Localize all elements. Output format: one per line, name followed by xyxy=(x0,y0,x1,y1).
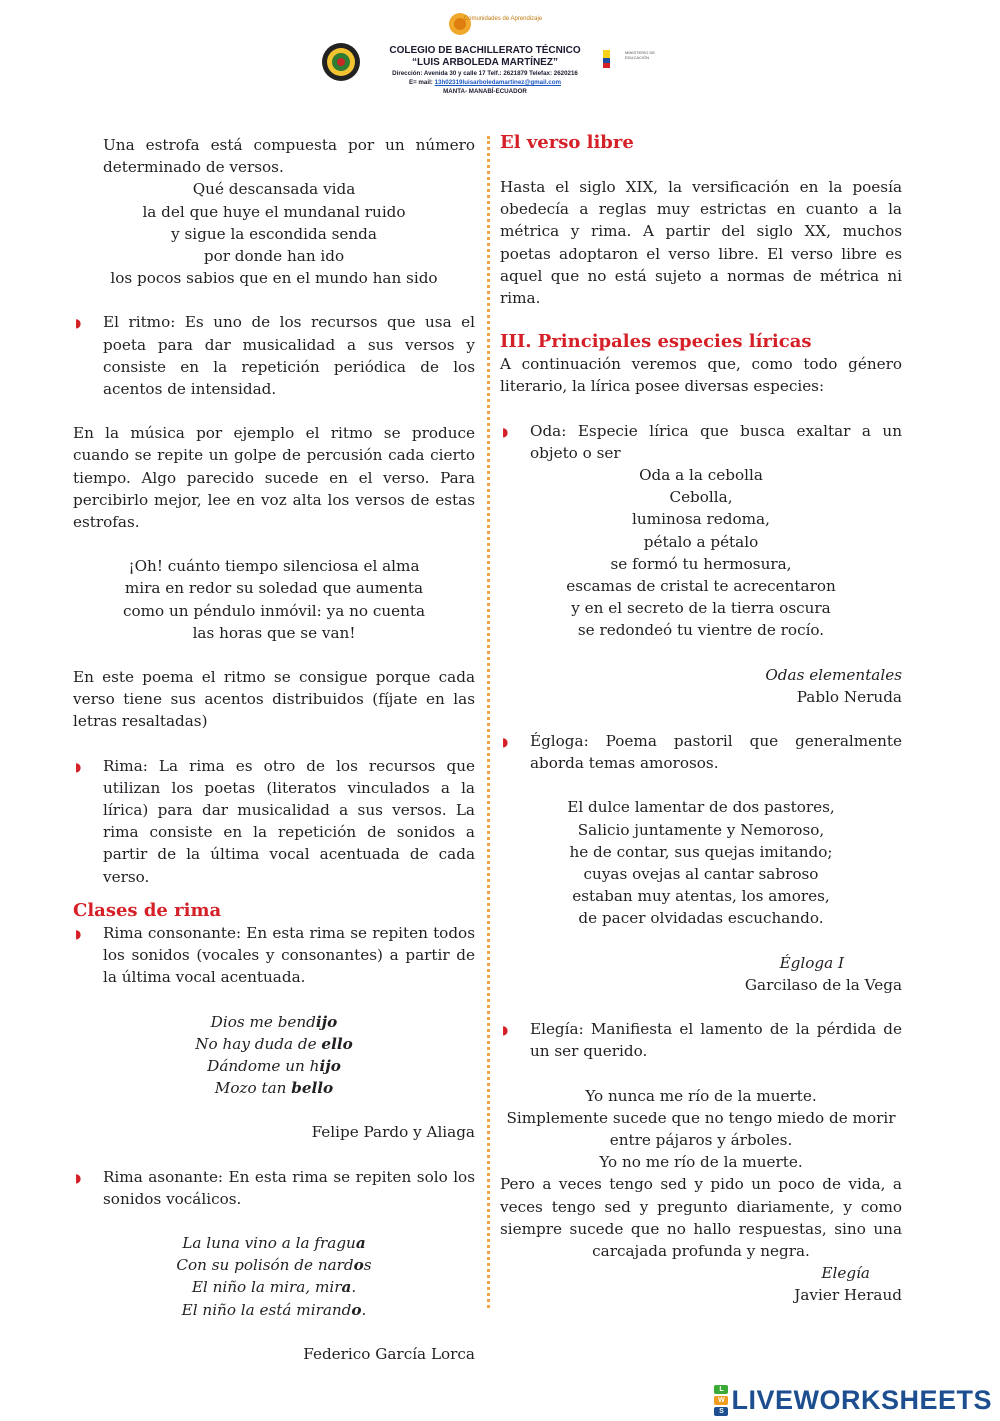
bullet-marker-icon: ◗ xyxy=(75,316,82,331)
consonante-bullet-item xyxy=(73,922,475,989)
poem-line: las horas que se van! xyxy=(192,623,356,642)
right-column xyxy=(500,132,902,1307)
clases-de-rima-heading: Clases de rima xyxy=(73,899,222,921)
poem-line: y en el secreto de la tierra oscura xyxy=(571,599,831,618)
brand-name: LIVEWORKSHEETS xyxy=(731,1385,992,1415)
poem-line: Con su polisón de nardos xyxy=(176,1256,372,1275)
consonante-text: Rima consonante: En esta rima se repiten todos los sonidos (vocales y consonantes) a partir de la última vocal acentuada. xyxy=(103,923,475,987)
liveworksheets-logo-icon xyxy=(714,1384,728,1417)
bullet-marker-icon: ◗ xyxy=(502,735,509,750)
column-divider xyxy=(487,136,490,1308)
school-gear-logo-icon xyxy=(321,42,361,82)
especies-intro: A continuación veremos que, como todo género literario, la lírica posee diversas especies: xyxy=(500,355,902,396)
egloga-poem xyxy=(500,796,902,929)
poem-3-author: Felipe Pardo y Aliaga xyxy=(311,1123,475,1142)
bullet-marker-icon: ◗ xyxy=(502,1023,509,1038)
liveworksheets-brand[interactable] xyxy=(714,1384,992,1417)
school-address: Dirección: Avenida 30 y calle 17 Telf.: 2621879 Telefax: 2620216 xyxy=(392,70,578,77)
brand-icon-letter: W xyxy=(714,1396,728,1405)
ministry-label: MINISTERIO DE EDUCACIÓN xyxy=(625,50,656,60)
poem-line: como un péndulo inmóvil: ya no cuenta xyxy=(122,601,426,620)
school-email-link[interactable]: 13h02319luisarboledamartinez@gmail.com xyxy=(434,79,562,86)
poem-3 xyxy=(73,1011,475,1100)
email-label: E= mail: xyxy=(408,79,433,86)
elegia-paragraph-1: Simplemente sucede que no tengo miedo de morir entre pájaros y árboles. xyxy=(506,1108,896,1149)
egloga-author: Garcilaso de la Vega xyxy=(744,975,902,994)
poem-1 xyxy=(73,178,475,289)
rima-text: Rima: La rima es otro de los recursos que utilizan los poetas (literatos vinculados a la lírica) para dar musicalidad a sus versos. La rima consiste en la repetición de sonidos a partir de la última vocal acentuada de cada verso. xyxy=(103,756,475,886)
elegia-author: Javier Heraud xyxy=(794,1286,902,1305)
poem-line: se formó tu hermosura, xyxy=(610,554,792,573)
estrofa-intro: Una estrofa está compuesta por un número determinado de versos. xyxy=(103,136,475,177)
rima-bullet-item xyxy=(73,755,475,888)
poem-line: pétalo a pétalo xyxy=(643,532,759,551)
poem-line: he de contar, sus quejas imitando; xyxy=(569,842,833,861)
poem-line: Dios me bendijo xyxy=(210,1012,338,1031)
poem-line: Dándome un hijo xyxy=(207,1056,341,1075)
poem-line: de pacer olvidadas escuchando. xyxy=(578,909,824,928)
ritmo-paragraph: En este poema el ritmo se consigue porque cada verso tiene sus acentos distribuidos (fíjate en las letras resaltadas) xyxy=(73,668,475,731)
poem-2 xyxy=(73,555,475,644)
poem-4 xyxy=(73,1232,475,1321)
especies-heading: III. Principales especies líricas xyxy=(500,331,812,353)
poem-line: Salicio juntamente y Nemoroso, xyxy=(577,820,825,839)
elegia-bullet-item xyxy=(500,1018,902,1062)
poem-line: La luna vino a la fragua xyxy=(182,1233,366,1252)
school-email-line xyxy=(373,78,597,87)
poem-line: Oda a la cebolla xyxy=(639,466,763,485)
poem-line: Qué descansada vida xyxy=(192,180,356,199)
ritmo-bullet-item xyxy=(73,311,475,400)
oda-bullet-item xyxy=(500,420,902,464)
community-label: Comunidades de Aprendizaje xyxy=(463,16,543,22)
bullet-marker-icon: ◗ xyxy=(502,424,509,439)
elegia-book-title: Elegía xyxy=(821,1264,870,1283)
poem-line: Mozo tan bello xyxy=(214,1079,334,1098)
poem-line: se redondeó tu vientre de rocío. xyxy=(577,621,825,640)
left-column xyxy=(73,134,475,1365)
asonante-bullet-item xyxy=(73,1166,475,1210)
oda-author: Pablo Neruda xyxy=(796,687,902,706)
musica-paragraph: En la música por ejemplo el ritmo se produce cuando se repite un golpe de percusión cada cierto tiempo. Algo parecido sucede en el verso. Para percibirlo mejor, lee en voz alta los versos de estas estrofas. xyxy=(73,424,475,532)
school-name-line1: COLEGIO DE BACHILLERATO TÉCNICO xyxy=(389,45,581,56)
egloga-text: Égloga: Poema pastoril que generalmente aborda temas amorosos. xyxy=(530,732,902,773)
poem-line: No hay duda de ello xyxy=(195,1034,353,1053)
poem-line: la del que huye el mundanal ruido xyxy=(142,202,406,221)
elegia-line-2: Yo no me río de la muerte. xyxy=(599,1153,803,1172)
school-header xyxy=(303,10,667,110)
poem-line: ¡Oh! cuánto tiempo silenciosa el alma xyxy=(128,557,420,576)
school-location: MANTA- MANABÍ-ECUADOR xyxy=(443,88,527,95)
egloga-bullet-item xyxy=(500,730,902,774)
poem-line: por donde han ido xyxy=(203,247,345,266)
asonante-text: Rima asonante: En esta rima se repiten solo los sonidos vocálicos. xyxy=(103,1167,475,1208)
brand-icon-letter: L xyxy=(714,1385,728,1394)
poem-line: luminosa redoma, xyxy=(632,510,770,529)
verso-libre-paragraph: Hasta el siglo XIX, la versificación en la poesía obedecía a reglas muy estrictas en cuanto a la métrica y rima. A partir del siglo XX, muchos poetas adoptaron el verso libre. El verso libre es aquel que no está sujeto a normas de métrica ni rima. xyxy=(500,178,902,308)
poem-line: El niño la mira, mira. xyxy=(191,1278,357,1297)
poem-4-author: Federico García Lorca xyxy=(303,1344,475,1363)
brand-icon-letter: S xyxy=(714,1407,728,1416)
poem-line: escamas de cristal te acrecentaron xyxy=(566,577,836,596)
elegia-line-1: Yo nunca me río de la muerte. xyxy=(585,1086,817,1105)
poem-line: cuyas ovejas al cantar sabroso xyxy=(583,865,819,884)
ritmo-text: El ritmo: Es uno de los recursos que usa el poeta para dar musicalidad a sus versos y consiste en la repetición periódica de los acentos de intensidad. xyxy=(103,313,475,399)
poem-line: estaban muy atentas, los amores, xyxy=(572,887,830,906)
bullet-marker-icon: ◗ xyxy=(75,926,82,941)
verso-libre-heading: El verso libre xyxy=(500,132,634,153)
oda-poem xyxy=(500,464,902,642)
poem-line: y sigue la escondida senda xyxy=(171,224,377,243)
egloga-book-title: Égloga I xyxy=(779,953,844,972)
bullet-marker-icon: ◗ xyxy=(75,1170,82,1185)
oda-book-title: Odas elementales xyxy=(765,665,902,684)
elegia-text: Elegía: Manifiesta el lamento de la pérdida de un ser querido. xyxy=(530,1020,902,1061)
poem-line: mira en redor su soledad que aumenta xyxy=(124,579,424,598)
elegia-paragraph-2: Pero a veces tengo sed y pido un poco de vida, a veces tengo sed y pregunto diariamente, y como siempre sucede que no hallo respuestas, sino una carcajada profunda y negra. xyxy=(500,1175,902,1260)
oda-text: Oda: Especie lírica que busca exaltar a un objeto o ser xyxy=(530,421,902,462)
poem-line: El dulce lamentar de dos pastores, xyxy=(567,798,835,817)
bullet-marker-icon: ◗ xyxy=(75,759,82,774)
poem-line: Cebolla, xyxy=(669,488,733,507)
poem-line: los pocos sabios que en el mundo han sido xyxy=(110,269,438,288)
school-name-line2: “LUIS ARBOLEDA MARTÍNEZ” xyxy=(412,57,558,68)
poem-line: El niño la está mirando. xyxy=(181,1300,367,1319)
